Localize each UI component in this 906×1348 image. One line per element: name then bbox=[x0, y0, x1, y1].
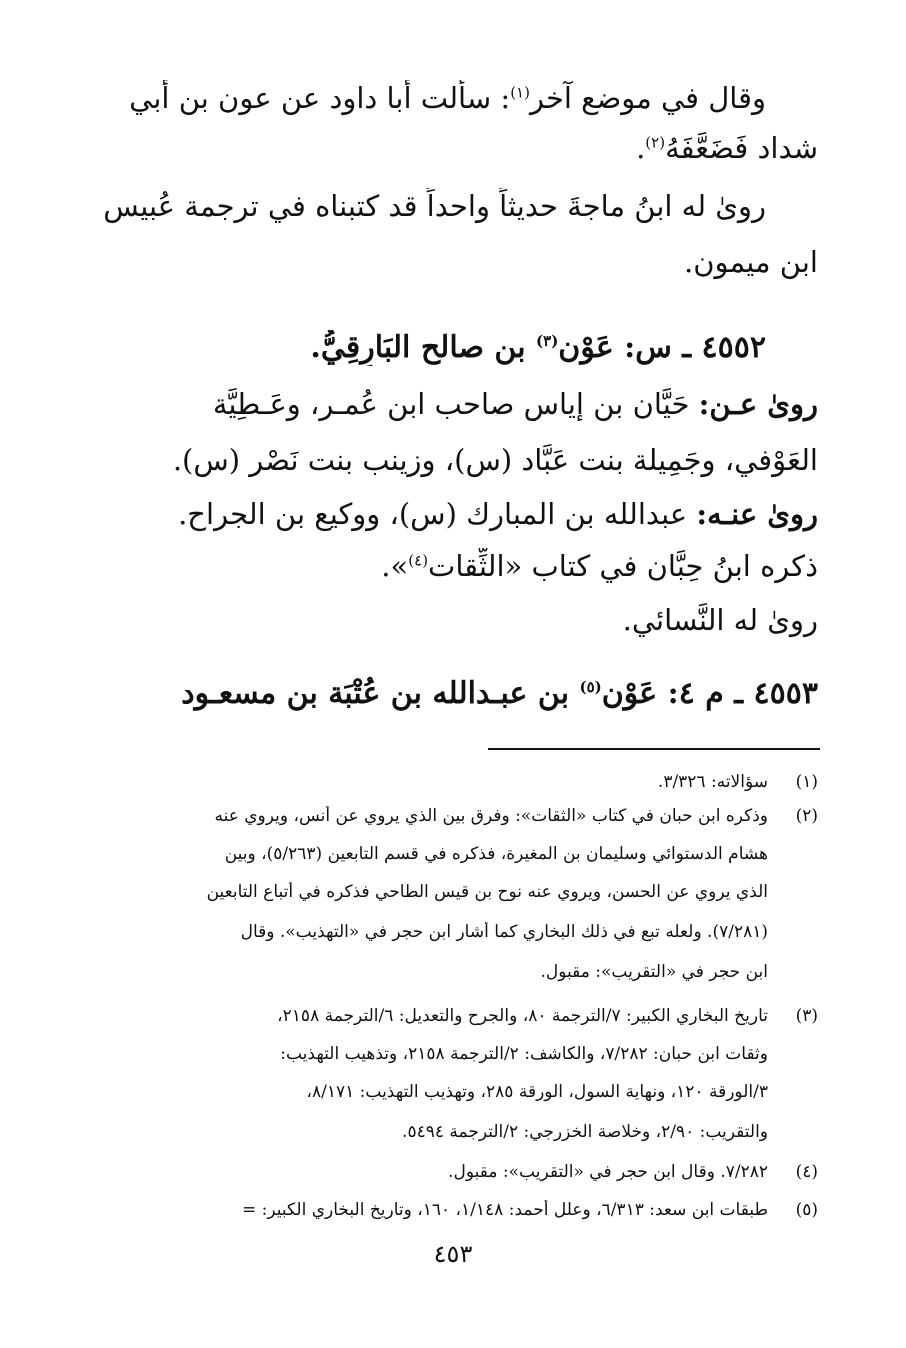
footnote-text: تاريخ البخاري الكبير: ٧/الترجمة ٨٠، والجرح والتعديل: ٦/الترجمة ٢١٥٨، bbox=[277, 1006, 768, 1026]
footnote-ref-1[interactable]: (١) bbox=[510, 83, 530, 102]
footnote-number: (٣) bbox=[795, 1006, 818, 1026]
footnote-ref-5[interactable]: (٥) bbox=[579, 678, 602, 696]
text-segment: حَيَّان بن إياس صاحب ابن عُمـر، وعَـطِيَّة bbox=[212, 387, 699, 421]
entry-4552-nasai: روىٰ له النَّسائي. bbox=[622, 603, 818, 637]
text-segment: : سألت أبا داود عن عون بن أبي bbox=[129, 81, 511, 115]
footnote-text: والتقريب: ٢/٩٠، وخلاصة الخزرجي: ٢/الترجمة ٥٤٩٤. bbox=[402, 1122, 768, 1142]
paragraph-2-line-1: روىٰ له ابنُ ماجةَ حديثاً واحداً قد كتبناه في ترجمة عُبيس bbox=[103, 189, 766, 223]
narrated-by-label: روىٰ عنـه: bbox=[696, 497, 818, 531]
entry-4552-ibn-hibban bbox=[86, 548, 818, 584]
footnote-text: ٧/٢٨٢. وقال ابن حجر في «التقريب»: مقبول. bbox=[448, 1162, 768, 1182]
footnote-number: (٢) bbox=[795, 806, 818, 826]
footnote-ref-2[interactable]: (٢) bbox=[645, 133, 666, 152]
footnote-divider bbox=[488, 748, 820, 750]
text-segment: وقال في موضع آخر bbox=[529, 81, 766, 115]
footnote-2 bbox=[86, 806, 818, 996]
paragraph-1-line-2 bbox=[86, 130, 818, 166]
footnote-number: (١) bbox=[795, 772, 818, 792]
footnote-text: هشام الدستوائي وسليمان بن المغيرة، فذكره في قسم التابعين (٥/٢٦٣)، وبين bbox=[224, 844, 768, 864]
footnote-text: طبقات ابن سعد: ٦/٣١٣، وعلل أحمد: ١/١٤٨، ١٦٠، وتاريخ البخاري الكبير: = bbox=[242, 1200, 768, 1220]
footnote-number: (٥) bbox=[795, 1200, 818, 1220]
entry-4552-heading bbox=[86, 330, 766, 366]
footnote-ref-3[interactable]: (٣) bbox=[536, 332, 559, 350]
text-segment: ». bbox=[381, 549, 409, 583]
footnote-4 bbox=[86, 1162, 818, 1186]
footnote-ref-4[interactable]: (٤) bbox=[408, 551, 429, 570]
entry-number-name: ٤٥٥٢ ـ س: عَوْن bbox=[558, 330, 766, 365]
entry-number-name: ٤٥٥٣ ـ م ٤: عَوْن bbox=[601, 676, 818, 711]
text-segment: بن عبـدالله بن عُتْبَة بن مسعـود bbox=[181, 676, 580, 711]
text-segment: ذكره ابنُ حِبَّان في كتاب «الثِّقات bbox=[428, 549, 818, 583]
entry-4553-heading bbox=[86, 676, 818, 712]
paragraph-2-line-2: ابن ميمون. bbox=[684, 245, 818, 279]
entry-4552-narrated-by bbox=[86, 496, 818, 532]
text-segment: بن صالح البَارِقِيُّ. bbox=[310, 330, 537, 365]
footnote-1 bbox=[86, 772, 818, 796]
paragraph-1-line-1 bbox=[86, 80, 766, 116]
footnote-text: وذكره ابن حبان في كتاب «الثقات»: وفرق بين الذي يروي عن أنس، ويروي عنه bbox=[214, 806, 768, 826]
footnote-number: (٤) bbox=[795, 1162, 818, 1182]
text-segment: عبدالله بن المبارك (س)، ووكيع بن الجراح. bbox=[178, 497, 697, 531]
footnote-text: ابن حجر في «التقريب»: مقبول. bbox=[540, 962, 768, 982]
footnote-text: وثقات ابن حبان: ٧/٢٨٢، والكاشف: ٢/الترجمة ٢١٥٨، وتذهيب التهذيب: bbox=[280, 1044, 768, 1064]
page-number: ٤٥٣ bbox=[433, 1240, 473, 1268]
footnote-text: (٧/٢٨١). ولعله تبع في ذلك البخاري كما أشار ابن حجر في «التهذيب». وقال bbox=[240, 922, 768, 942]
footnote-3 bbox=[86, 1006, 818, 1156]
footnote-text: سؤالاته: ٣/٣٢٦. bbox=[657, 772, 768, 792]
footnote-text: ٣/الورقة ١٢٠، ونهاية السول، الورقة ٢٨٥، وتهذيب التهذيب: ٨/١٧١، bbox=[306, 1082, 768, 1102]
entry-4552-narrated-from-line-2: العَوْفي، وجَمِيلة بنت عَبَّاد (س)، وزينب بنت نَصْر (س). bbox=[172, 443, 818, 477]
text-segment: . bbox=[636, 131, 646, 165]
footnote-5 bbox=[86, 1200, 818, 1224]
text-segment: شداد فَضَعَّفَهُ bbox=[665, 131, 818, 165]
footnote-text: الذي يروي عن الحسن، ويروي عنه نوح بن قيس الطاحي فذكره في أتباع التابعين bbox=[206, 882, 768, 902]
narrated-from-label: روىٰ عـن: bbox=[698, 387, 818, 421]
entry-4552-narrated-from-line-1 bbox=[86, 386, 818, 422]
